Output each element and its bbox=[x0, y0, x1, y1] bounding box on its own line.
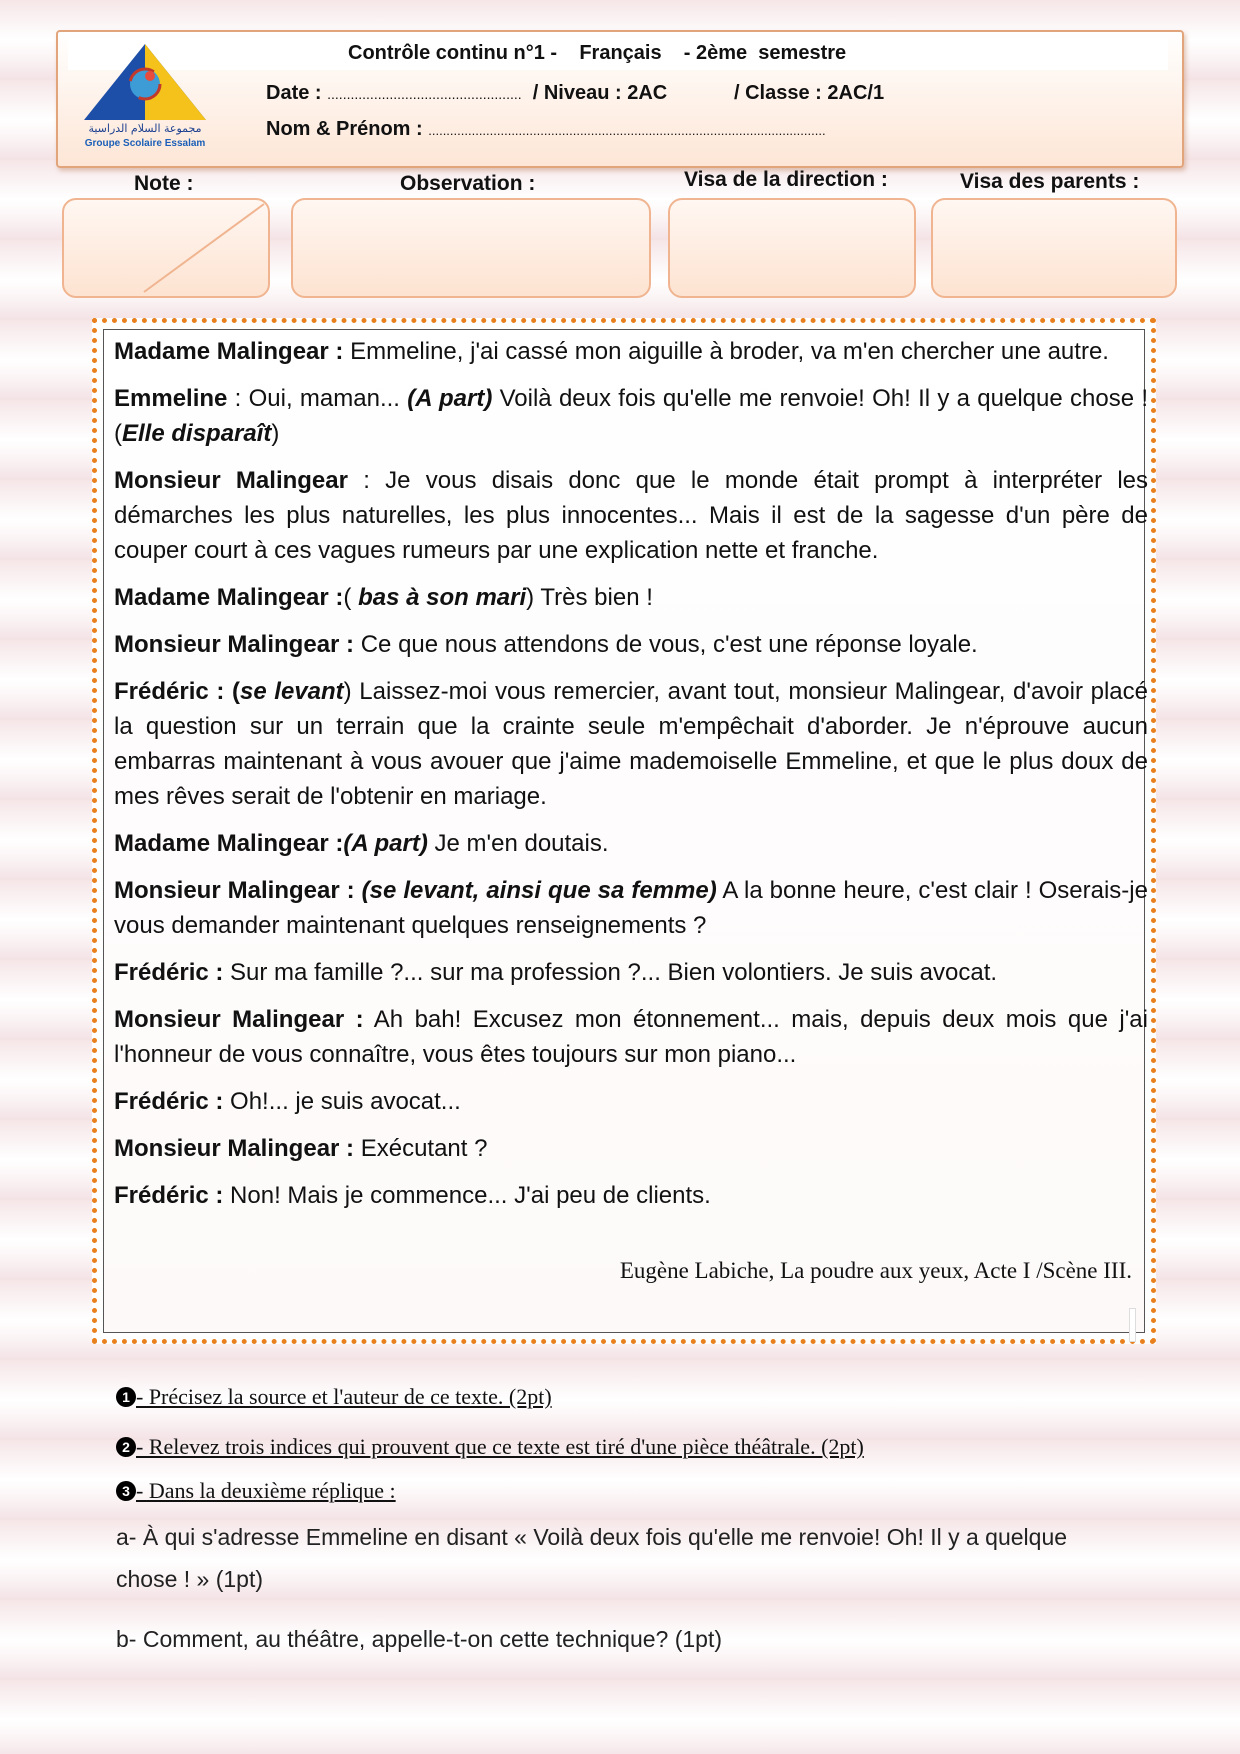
line-text: A la bonne heure, c'est clair ! Oserais-je vous demander maintenant quelques renseignements ? bbox=[114, 877, 1148, 939]
line-text: Emmeline, j'ai cassé mon aiguille à broder, va m'en chercher une autre. bbox=[343, 338, 1109, 365]
stage-direction: (se levant, ainsi que sa femme) bbox=[361, 877, 717, 904]
line-text: Ah bah! Excusez mon étonnement... mais, depuis deux mois que j'ai l'honneur de vous connaître, vous êtes toujours sur mon piano... bbox=[114, 1006, 1148, 1068]
line-text: Je m'en doutais. bbox=[427, 830, 609, 857]
dialogue-line bbox=[114, 334, 1148, 369]
note-box[interactable] bbox=[62, 198, 270, 298]
speaker-name: Frédéric : bbox=[114, 1088, 224, 1115]
text-inner-border bbox=[103, 329, 1149, 1333]
line-text: ) Laissez-moi vous remercier, avant tout, monsieur Malingear, d'avoir placé la question sur un terrain que la crainte seule m'empêchait d'aborder. Je n'éprouve aucun embarras maintenant à vous avouer que j'aime mademoiselle Emmeline, et que le plus doux de mes rêves serait de l'obtenir en mariage. bbox=[114, 678, 1148, 810]
logo-arabic-text: مجموعة السلام الدراسية bbox=[88, 122, 202, 135]
observation-box[interactable] bbox=[291, 198, 651, 298]
note-slash bbox=[64, 200, 268, 296]
dialogue-text bbox=[114, 334, 1148, 1225]
line-text: : Oui, maman... bbox=[227, 385, 408, 412]
date-field[interactable]: .................................................. bbox=[327, 86, 522, 102]
date-label: Date : bbox=[266, 82, 322, 104]
dialogue-line bbox=[114, 1084, 1148, 1119]
question-2-number: 2 bbox=[116, 1437, 136, 1457]
dialogue-line bbox=[114, 826, 1148, 861]
stage-direction: se levant bbox=[239, 678, 344, 705]
line-text: Oh!... je suis avocat... bbox=[223, 1088, 461, 1115]
speaker-name: Madame Malingear : bbox=[114, 338, 344, 365]
line-text: Voilà deux fois qu'elle me renvoie! Oh! Il y a quelque chose ! ( bbox=[114, 385, 1149, 447]
speaker-name: Frédéric : ( bbox=[114, 678, 240, 705]
line-text bbox=[355, 877, 362, 904]
dialogue-line bbox=[114, 674, 1148, 814]
question-1 bbox=[116, 1384, 552, 1410]
visa-parents-label: Visa des parents : bbox=[960, 170, 1140, 193]
stage-direction: (A part) bbox=[407, 385, 493, 412]
visa-direction-box[interactable] bbox=[668, 198, 916, 298]
speaker-name: Madame Malingear : bbox=[114, 584, 344, 611]
question-2-text: - Relevez trois indices qui prouvent que ce texte est tiré d'une pièce théâtrale. (2pt) bbox=[136, 1434, 864, 1459]
dialogue-line bbox=[114, 1002, 1148, 1072]
observation-label: Observation : bbox=[400, 172, 536, 195]
line-text: Ce que nous attendons de vous, c'est une réponse loyale. bbox=[354, 631, 978, 658]
line-text: ) Très bien ! bbox=[526, 584, 653, 611]
speaker-name: Madame Malingear : bbox=[114, 830, 344, 857]
stage-direction: (A part) bbox=[343, 830, 428, 857]
question-3a: a- À qui s'adresse Emmeline en disant « Voilà deux fois qu'elle me renvoie! Oh! Il y a quelque chose ! » (1pt) bbox=[116, 1524, 1068, 1592]
dialogue-line bbox=[114, 580, 1148, 615]
question-3 bbox=[116, 1478, 396, 1504]
exam-title: Contrôle continu n°1 - Français - 2ème semestre bbox=[348, 42, 847, 64]
dialogue-line bbox=[114, 1178, 1148, 1213]
speaker-name: Emmeline bbox=[114, 385, 228, 412]
question-3-number: 3 bbox=[116, 1481, 136, 1501]
dialogue-line bbox=[114, 463, 1148, 568]
speaker-name: Monsieur Malingear bbox=[114, 467, 348, 494]
date-line bbox=[266, 82, 667, 105]
logo-school-name: Groupe Scolaire Essalam bbox=[84, 138, 206, 149]
visa-parents-box[interactable] bbox=[931, 198, 1177, 298]
line-text: : Je vous disais donc que le monde était prompt à interpréter les démarches les plus naturelles, les plus innocentes... Mais il est de la sagesse d'un père de couper court à ces vagues rumeurs par une explication nette et franche. bbox=[114, 467, 1149, 564]
dialogue-line bbox=[114, 1131, 1148, 1166]
speaker-name: Monsieur Malingear : bbox=[114, 877, 355, 904]
dialogue-line bbox=[114, 627, 1148, 662]
stage-direction: Elle disparaît bbox=[122, 420, 272, 447]
question-2 bbox=[116, 1434, 864, 1460]
speaker-name: Monsieur Malingear : bbox=[114, 1135, 355, 1162]
question-3-text: - Dans la deuxième réplique : bbox=[136, 1478, 396, 1503]
line-text: ) bbox=[271, 420, 280, 447]
question-3b: b- Comment, au théâtre, appelle-t-on cette technique? (1pt) bbox=[116, 1626, 723, 1652]
class-label: / Classe : 2AC/1 bbox=[734, 82, 885, 104]
dialogue-line bbox=[114, 955, 1148, 990]
speaker-name: Frédéric : bbox=[114, 959, 224, 986]
line-text: Non! Mais je commence... J'ai peu de clients. bbox=[223, 1182, 711, 1209]
speaker-name: Frédéric : bbox=[114, 1182, 224, 1209]
text-source: Eugène Labiche, La poudre aux yeux, Acte I /Scène III. bbox=[619, 1258, 1132, 1283]
text-frame bbox=[92, 318, 1156, 1344]
speaker-name: Monsieur Malingear : bbox=[114, 631, 355, 658]
line-text: Exécutant ? bbox=[354, 1135, 488, 1162]
dialogue-line bbox=[114, 381, 1148, 451]
name-label: Nom & Prénom : bbox=[266, 118, 423, 140]
speaker-name: Monsieur Malingear : bbox=[114, 1006, 364, 1033]
dialogue-line bbox=[114, 873, 1148, 943]
name-field[interactable]: .............................................................................................................. bbox=[428, 123, 826, 138]
name-line bbox=[266, 118, 826, 141]
header-banner bbox=[56, 30, 1184, 168]
level-label: / Niveau : 2AC bbox=[527, 82, 668, 104]
line-text: Sur ma famille ?... sur ma profession ?... Bien volontiers. Je suis avocat. bbox=[223, 959, 998, 986]
stage-direction: bas à son mari bbox=[358, 584, 527, 611]
visa-direction-label: Visa de la direction : bbox=[684, 168, 888, 191]
line-text: ( bbox=[343, 584, 359, 611]
scroll-marker bbox=[1129, 1308, 1136, 1342]
note-label: Note : bbox=[134, 172, 194, 195]
question-1-text: - Précisez la source et l'auteur de ce texte. (2pt) bbox=[136, 1384, 552, 1409]
question-1-number: 1 bbox=[116, 1387, 136, 1407]
